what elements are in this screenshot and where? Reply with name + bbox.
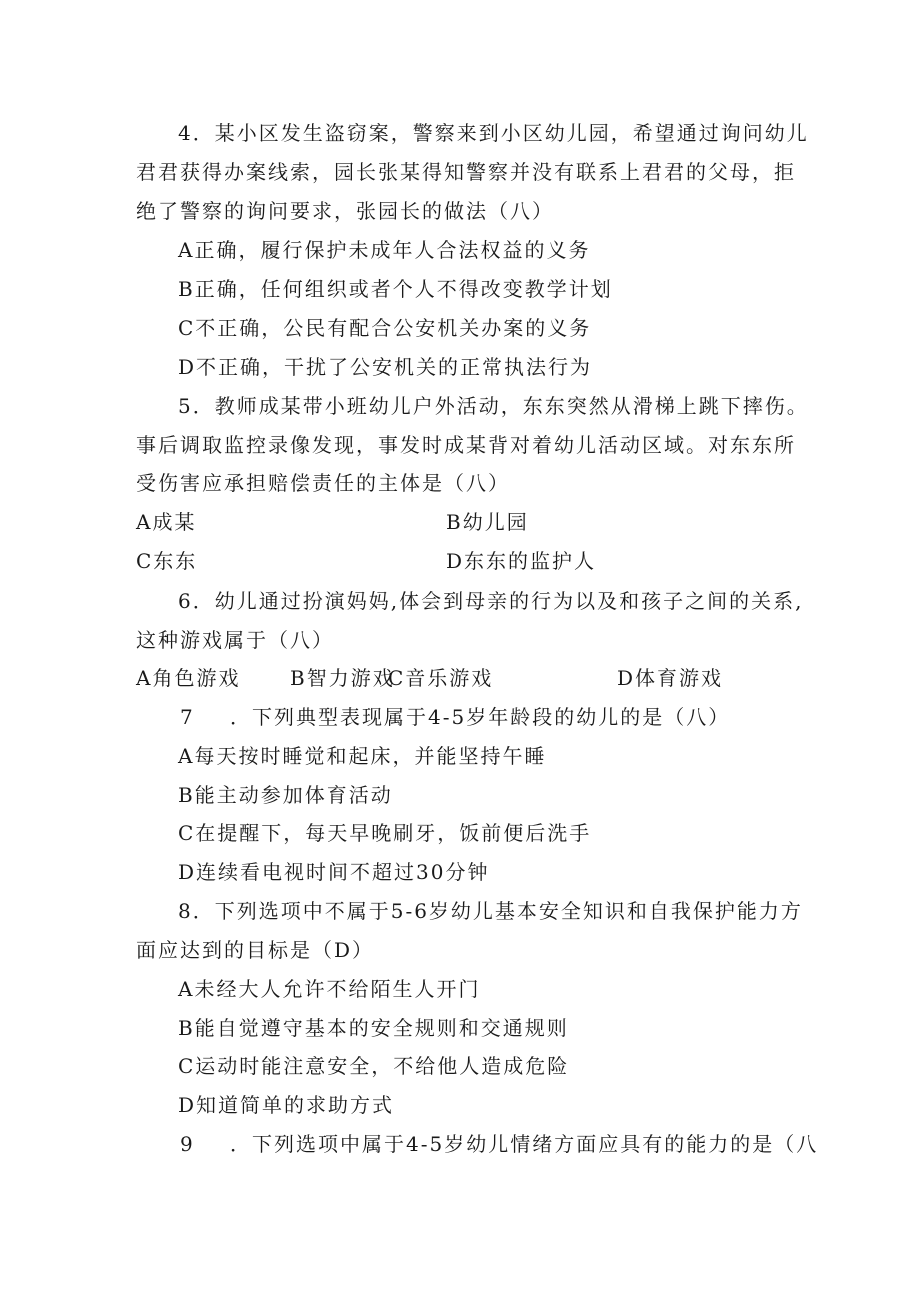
q7-option-d: D连续看电视时间不超过30分钟 — [178, 860, 490, 884]
q8-option-a: A未经大人允许不给陌生人开门 — [178, 977, 481, 1001]
q8-option-b: B能自觉遵守基本的安全规则和交通规则 — [178, 1016, 569, 1040]
q7-option-c: C在提醒下，每天早晚刷牙，饭前便后洗手 — [178, 821, 592, 845]
q5-option-a: A成某 — [136, 510, 197, 534]
q9-number: 9 — [180, 1132, 194, 1156]
q5-option-d: D东东的监护人 — [446, 549, 597, 573]
q5-option-b: B幼儿园 — [446, 510, 529, 534]
q4-option-d: D不正确，干扰了公安机关的正常执法行为 — [178, 355, 593, 379]
q5-stem-line-3: 受伤害应承担赔偿责任的主体是（八） — [136, 471, 510, 495]
q7-stem-line-1: ．下列典型表现属于4-5岁年龄段的幼儿的是（八） — [230, 705, 731, 729]
q6-option-a: A角色游戏 — [136, 666, 241, 690]
q4-stem-line-1: 4．某小区发生盗窃案，警察来到小区幼儿园，希望通过询问幼儿 — [178, 121, 809, 145]
q4-option-b: B正确，任何组织或者个人不得改变教学计划 — [178, 277, 613, 301]
q8-stem-line-2: 面应达到的目标是（D） — [136, 938, 375, 962]
q6-option-d: D体育游戏 — [617, 666, 724, 690]
q8-stem-line-1: 8．下列选项中不属于5-6岁幼儿基本安全知识和自我保护能力方 — [178, 899, 803, 923]
q7-option-b: B能主动参加体育活动 — [178, 783, 393, 807]
q5-stem-line-2: 事后调取监控录像发现，事发时成某背对着幼儿活动区域。对东东所 — [136, 433, 796, 457]
q5-option-c: C东东 — [136, 549, 198, 573]
q8-option-d: D知道简单的求助方式 — [178, 1093, 395, 1117]
q9-stem-line-1: ．下列选项中属于4-5岁幼儿情绪方面应具有的能力的是（八 — [230, 1132, 819, 1156]
q4-stem-line-2: 君君获得办案线索，园长张某得知警察并没有联系上君君的父母，拒 — [136, 160, 796, 184]
q6-option-b: B智力游戏 — [290, 666, 395, 690]
q6-stem-line-2: 这种游戏属于（八） — [136, 628, 334, 652]
q7-number: 7 — [180, 705, 194, 729]
q7-option-a: A每天按时睡觉和起床，并能坚持午睡 — [178, 744, 547, 768]
q5-stem-line-1: 5．教师成某带小班幼儿户外活动，东东突然从滑梯上跳下摔伤。 — [178, 394, 809, 418]
q6-option-c: C音乐游戏 — [388, 666, 494, 690]
q4-stem-line-3: 绝了警察的询问要求，张园长的做法（八） — [136, 199, 554, 223]
q4-option-c: C不正确，公民有配合公安机关办案的义务 — [178, 316, 592, 340]
q4-option-a: A正确，履行保护未成年人合法权益的义务 — [178, 238, 591, 262]
q6-stem-line-1: 6．幼儿通过扮演妈妈,体会到母亲的行为以及和孩子之间的关系, — [178, 589, 804, 613]
q8-option-c: C运动时能注意安全，不给他人造成危险 — [178, 1054, 570, 1078]
